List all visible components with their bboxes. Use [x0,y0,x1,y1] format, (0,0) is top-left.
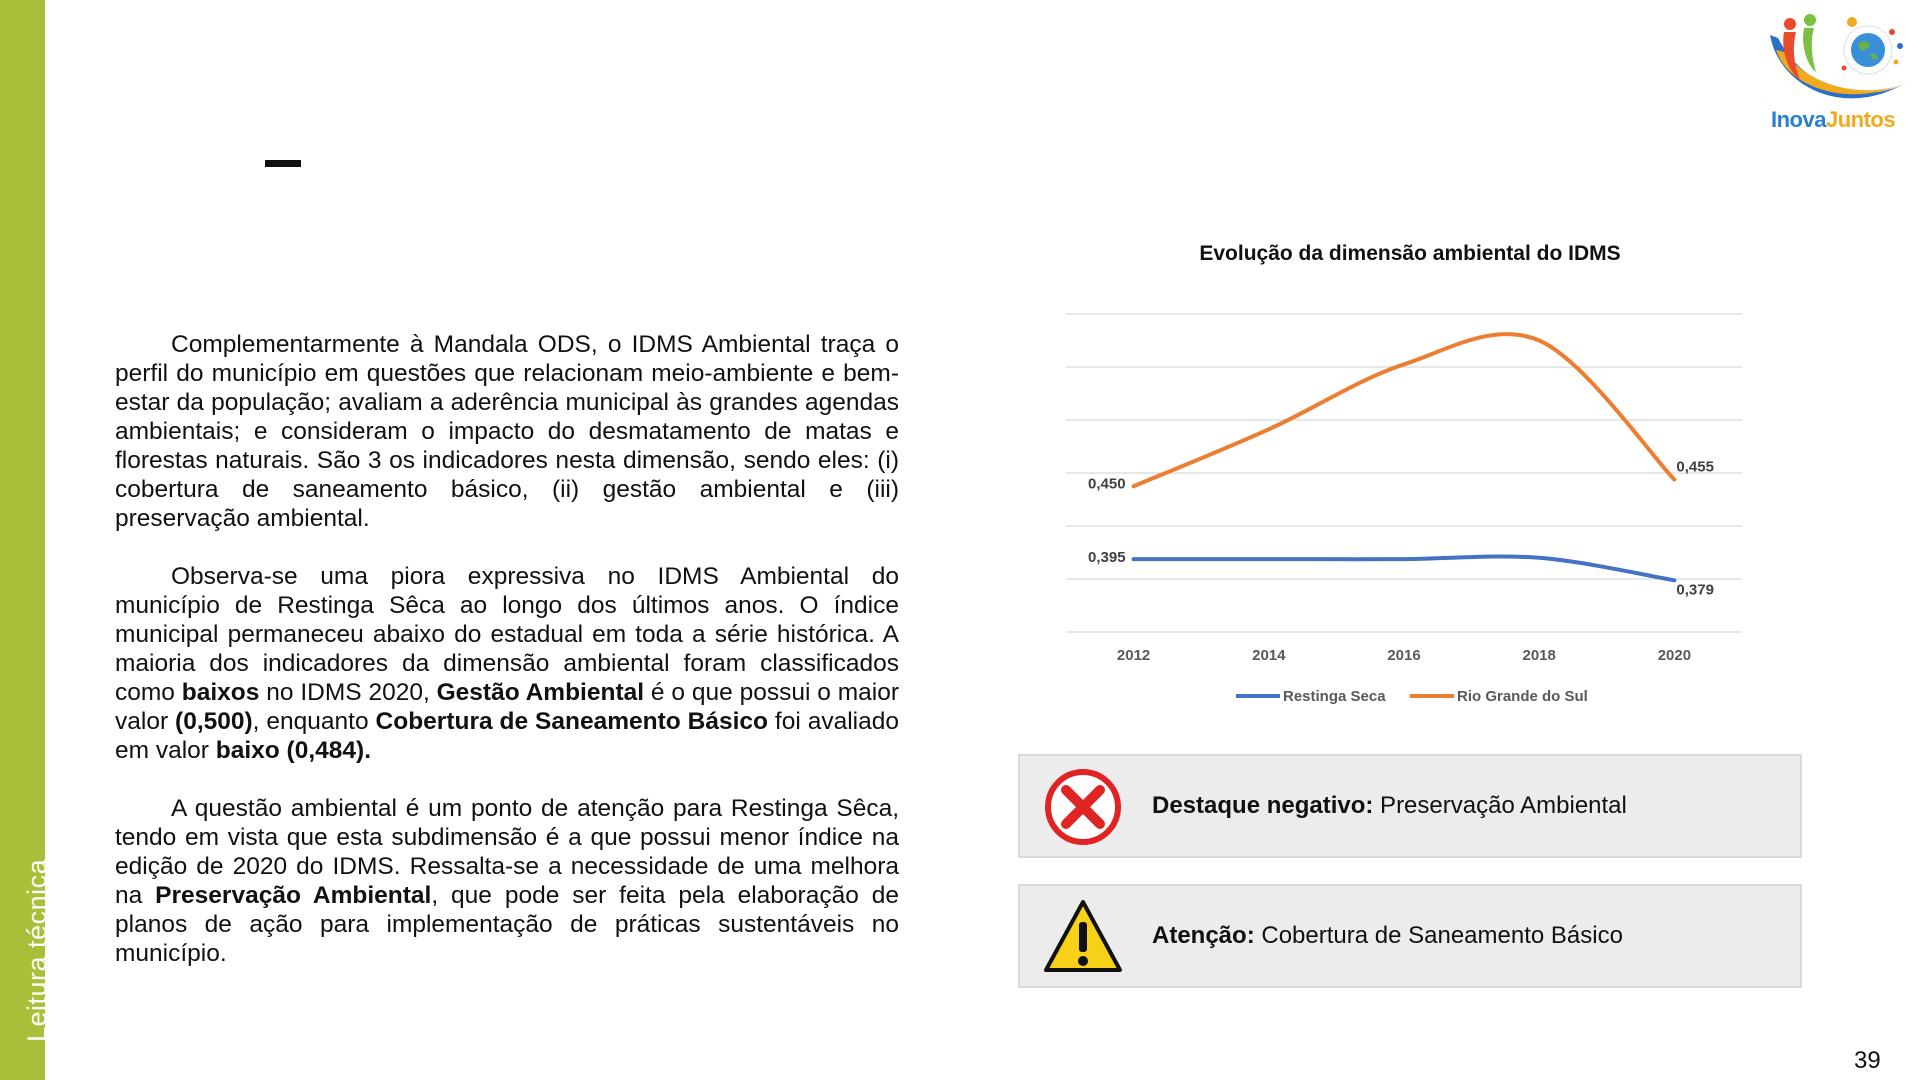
negative-highlight-label: Destaque negativo: [1152,792,1374,819]
data-label: 0,450 [1088,475,1126,493]
x-tick-label: 2014 [1252,647,1286,664]
paragraph-3 [115,794,899,968]
paragraph-1 [115,330,899,533]
negative-highlight-box [1018,754,1802,858]
p2-text-a: Observa-se uma piora expressiva no IDMS Ambiental do município de Restinga Sêca ao longo dos últimos anos. O índice municipal permaneceu abaixo do estadual em toda a série histórica. A maioria dos indicadores da dimensão ambiental foram classificados como [115,563,899,706]
data-label: 0,379 [1676,581,1714,599]
paragraph-2 [115,562,899,765]
body-text [115,330,899,997]
p3-bold-preservacao: Preservação Ambiental [155,882,432,909]
x-tick-label: 2012 [1116,647,1151,664]
p3-text-c: , que pode ser feita pela elaboração de planos de ação para implementação de práticas sustentáveis no município. [115,882,899,967]
chart-plot [1040,232,1800,712]
chart-title: Evolução da dimensão ambiental do IDMS [1199,242,1621,265]
p2-bold-gestao: Gestão Ambiental [436,679,645,706]
p2-text-g: , enquanto [252,708,376,735]
x-tick-label: 2016 [1387,647,1421,664]
error-x-icon [1042,766,1124,848]
negative-highlight-text [1152,756,1627,856]
line-chart [1040,232,1800,712]
title-dash [265,160,301,167]
p2-text-e: é o que possui o maior valor [115,679,899,735]
sidebar [0,0,52,1080]
attention-box [1018,884,1802,988]
p2-bold-baixos: baixos [181,679,260,706]
p2-bold-cobertura: Cobertura de Saneamento Básico [375,708,768,735]
data-label: 0,455 [1676,458,1714,476]
p3-text-a: A questão ambiental é um ponto de atenção para Restinga Sêca, tendo em vista que esta subdimensão é a que possui menor índice na edição de 2020 do IDMS. Ressalta-se a necessidade de uma melhora na [115,795,899,909]
series-line-2 [1134,334,1675,486]
paragraph-1-text: Complementarmente à Mandala ODS, o IDMS Ambiental traça o perfil do município em questões que relacionam meio-ambiente e bem-estar da população; avaliam a aderência municipal às grandes agendas ambientais; e consideram o impacto do desmatamento de matas e florestas naturais. São 3 os indicadores nesta dimensão, sendo eles: (i) cobertura de saneamento básico, (ii) gestão ambiental e (iii) preservação ambiental. [115,331,899,532]
attention-value: Cobertura de Saneamento Básico [1254,922,1623,949]
legend-label: Restinga Seca [1283,688,1386,705]
p2-text-c: no IDMS 2020, [259,679,437,706]
warning-triangle-icon [1042,896,1124,978]
sidebar-label: Leitura técnica [22,858,52,1042]
negative-highlight-value: Preservação Ambiental [1373,792,1627,819]
series-line-1 [1134,556,1675,580]
x-tick-label: 2018 [1522,647,1556,664]
page-number: 39 [1854,1047,1881,1074]
logo-word-juntos: Juntos [1825,107,1896,132]
attention-text [1152,886,1623,986]
p2-text-i: foi avaliado em valor [115,708,899,764]
attention-label: Atenção: [1152,922,1255,949]
logo-wordmark [1771,107,1895,133]
p2-bold-value: (0,500) [175,708,253,735]
legend-label: Rio Grande do Sul [1457,688,1588,705]
data-label: 0,395 [1088,549,1126,567]
x-tick-label: 2020 [1657,647,1692,664]
logo-word-inova: Inova [1771,107,1826,132]
p2-bold-baixo: baixo (0,484). [215,737,371,764]
